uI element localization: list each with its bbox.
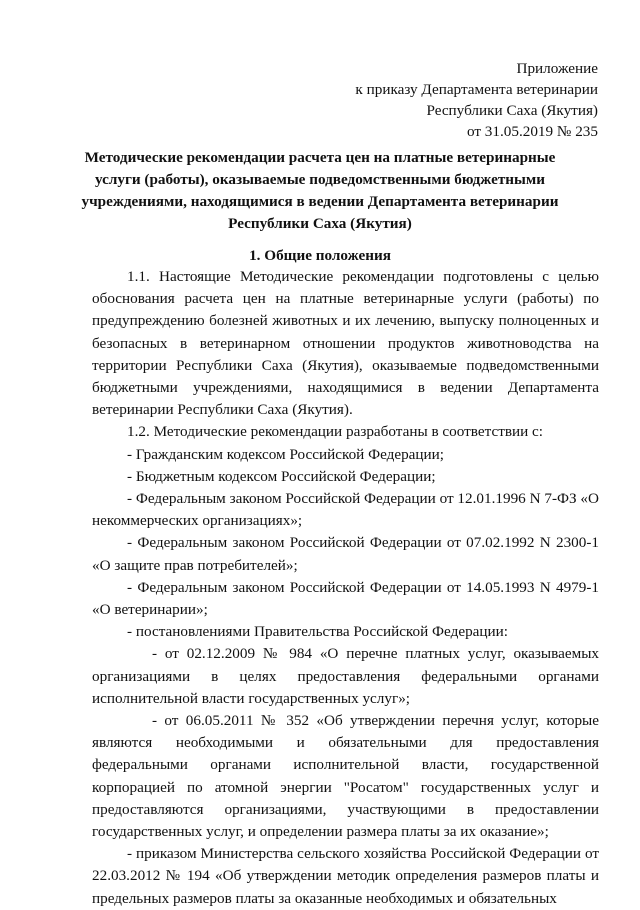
list-item-ministry-order: - приказом Министерства сельского хозяйства Российской Федерации от 22.03.2012 № 194 «Об утверждении методик определения размеров платы и предельных размеров платы за оказанные необходимых и обязательных (92, 845, 599, 907)
list-item-law-veterinary: - Федеральным законом Российской Федерации от 14.05.1993 N 4979-1 «О ветеринарии»; (92, 578, 599, 619)
list-item-civil-code: - Гражданским кодексом Российской Федерации; (127, 445, 445, 463)
list-item-government-resolutions: - постановлениями Правительства Российской Федерации: (127, 623, 509, 641)
sub-item-resolution-352: - от 06.05.2011 № 352 «Об утверждении перечня услуг, которые являются необходимыми и обязательными для предоставления федеральными органами исполнительной власти, государственной корпорацией по атомной энергии "Росатом" государственных услуг и предоставляются организациями, участвующими в предоставлении государственных услуг, и определении размера платы за их оказание»; (92, 712, 599, 841)
appendix-line-2: к приказу Департамента ветеринарии (355, 81, 598, 98)
appendix-header (355, 58, 598, 142)
appendix-line-4: от 31.05.2019 № 235 (466, 123, 598, 140)
list-item-law-consumer: - Федеральным законом Российской Федерации от 07.02.1992 N 2300-1 «О защите прав потребителей»; (92, 534, 599, 574)
paragraph-1-1: 1.1. Настоящие Методические рекомендации подготовлены с целью обоснования расчета цен на платные ветеринарные услуги (работы) по предупреждению болезней животных и их лечению, выпуску полноценных и безопасных в ветеринарном отношении продуктов животноводства на территории Республики Саха (Якутия), оказываемые подведомственными бюджетными учреждениями, находящимися в ведении Департамента ветеринарии Республики Саха (Якутия). (92, 268, 599, 419)
sub-item-resolution-984: - от 02.12.2009 № 984 «О перечне платных услуг, оказываемых организациями в целях предоставления федеральными органами исполнительной власти государственных услуг»; (92, 645, 599, 707)
list-item-law-noncommercial: - Федеральным законом Российской Федерации от 12.01.1996 N 7-ФЗ «О некоммерческих организациях»; (92, 490, 599, 530)
appendix-line-1: Приложение (516, 60, 598, 77)
document-title: Методические рекомендации расчета цен на платные ветеринарные услуги (работы), оказываемые подведомственными бюджетными учреждениями, находящимися в ведении Департамента ветеринарии Республики Саха (Якутия) (81, 149, 559, 232)
document-body (92, 266, 599, 910)
appendix-line-3: Республики Саха (Якутия) (426, 102, 598, 119)
paragraph-1-2: 1.2. Методические рекомендации разработаны в соответствии с: (127, 423, 544, 441)
list-item-budget-code: - Бюджетным кодексом Российской Федерации; (127, 467, 436, 485)
section-heading: 1. Общие положения (249, 247, 391, 264)
